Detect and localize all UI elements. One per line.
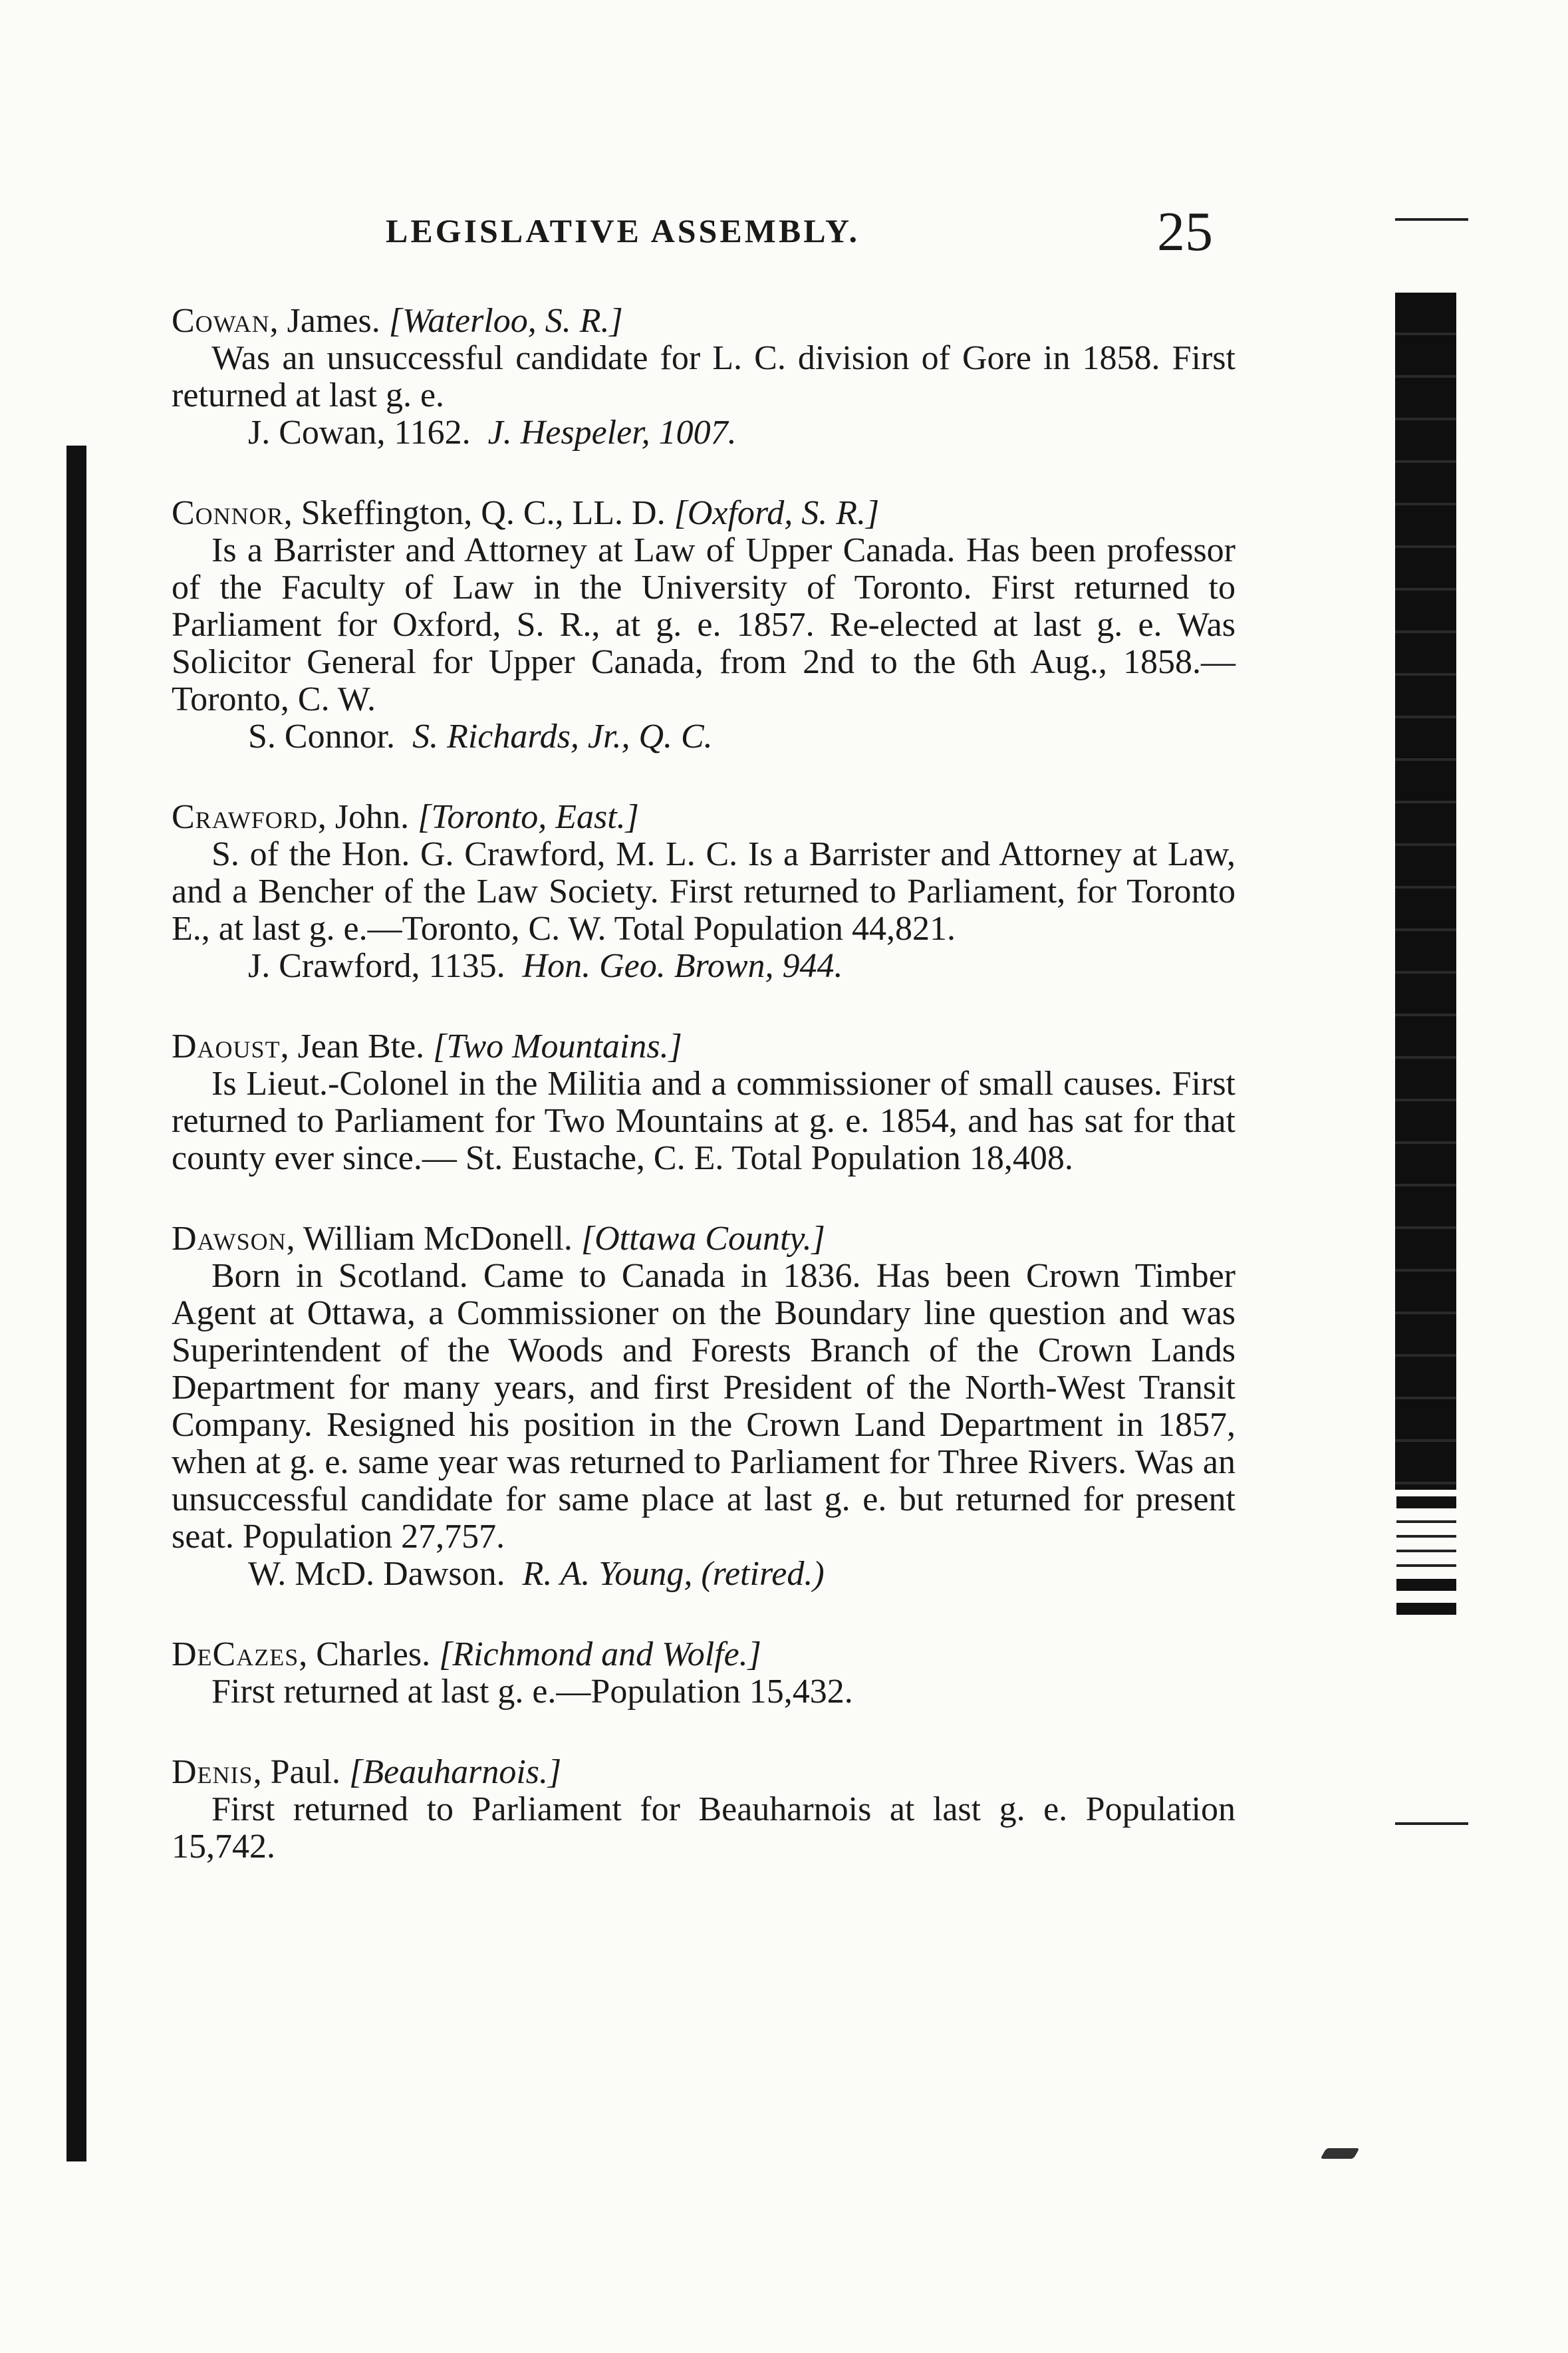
riding: [Beauharnois.] xyxy=(349,1753,562,1791)
winning-candidate: W. McD. Dawson. xyxy=(248,1555,505,1593)
member-biography: Born in Scotland. Came to Canada in 1836. Has been Crown Timber Agent at Ottawa, a Commissioner on the Boundary line question and was Superintendent of the Woods and Forests Branch of the Crown Lands Department for many years, and first President of the North-West Transit Company. Resigned his position in the Crown Land Department in 1857, when at g. e. same year was returned to Parliament for Three Rivers. Was an unsuccessful candidate for same place at last g. e. but returned for present seat. Population 27,757. xyxy=(172,1257,1236,1556)
page-body xyxy=(172,303,1236,1909)
riding: [Waterloo, S. R.] xyxy=(388,302,623,340)
member-entry xyxy=(172,303,1236,452)
entry-heading xyxy=(172,1028,1236,1065)
member-surname: DeCazes xyxy=(172,1635,299,1673)
member-surname: Dawson xyxy=(172,1220,287,1258)
riding: [Toronto, East.] xyxy=(418,798,639,836)
member-entry xyxy=(172,1754,1236,1866)
member-surname: Connor xyxy=(172,494,284,532)
member-biography: S. of the Hon. G. Crawford, M. L. C. Is a Barrister and Attorney at Law, and a Bencher of the Law Society. First returned to Parliament, for Toronto E., at last g. e.—Toronto, C. W. Total Population 44,821. xyxy=(172,835,1236,948)
member-surname: Daoust xyxy=(172,1028,281,1065)
member-entry xyxy=(172,799,1236,985)
riding: [Richmond and Wolfe.] xyxy=(439,1635,761,1673)
riding: [Oxford, S. R.] xyxy=(674,494,880,532)
scan-ink-mark xyxy=(1320,2148,1359,2159)
member-given-name: , James. xyxy=(269,302,380,340)
opposing-candidate: Hon. Geo. Brown, 944. xyxy=(522,947,843,985)
member-entry xyxy=(172,495,1236,756)
scan-edge-marks xyxy=(1396,1496,1456,1627)
scan-edge-shadow-right xyxy=(1395,293,1456,1490)
member-biography: First returned at last g. e.—Population 15,432. xyxy=(211,1673,853,1711)
opposing-candidate: R. A. Young, (retired.) xyxy=(522,1555,825,1593)
member-given-name: , Charles. xyxy=(299,1635,431,1673)
member-given-name: , Jean Bte. xyxy=(280,1028,425,1065)
scan-edge-rule xyxy=(1395,1822,1468,1825)
member-biography: Is a Barrister and Attorney at Law of Upper Canada. Has been professor of the Faculty of Law in the University of Toronto. First returned to Parliament for Oxford, S. R., at g. e. 1857. Re-elected at last g. e. Was Solicitor General for Upper Canada, from 2nd to the 6th Aug., 1858.— Toronto, C. W. xyxy=(172,531,1236,718)
running-title: LEGISLATIVE ASSEMBLY. xyxy=(386,212,860,249)
election-result xyxy=(172,718,1236,756)
member-entry xyxy=(172,1636,1236,1711)
scan-edge-shadow-left xyxy=(66,446,86,2161)
scan-edge-rule xyxy=(1395,218,1468,221)
election-result xyxy=(172,414,1236,452)
entry-heading xyxy=(172,1220,1236,1258)
member-entry xyxy=(172,1028,1236,1177)
entry-heading xyxy=(172,1754,1236,1791)
entry-heading xyxy=(172,495,1236,532)
member-given-name: , John. xyxy=(317,798,410,836)
page-number: 25 xyxy=(1157,201,1213,263)
riding: [Two Mountains.] xyxy=(433,1028,682,1065)
winning-candidate: J. Cowan, 1162. xyxy=(248,414,471,452)
riding: [Ottawa County.] xyxy=(581,1220,825,1258)
entry-heading xyxy=(172,1636,1236,1673)
entry-heading xyxy=(172,303,1236,340)
member-given-name: , Skeffington, Q. C., LL. D. xyxy=(283,494,666,532)
member-surname: Crawford xyxy=(172,798,318,836)
member-given-name: , Paul. xyxy=(253,1753,341,1791)
member-surname: Cowan xyxy=(172,302,270,340)
election-result xyxy=(172,1556,1236,1593)
member-biography: First returned to Parliament for Beauharnois at last g. e. Population 15,742. xyxy=(172,1790,1236,1866)
election-result xyxy=(172,948,1236,985)
winning-candidate: S. Connor. xyxy=(248,718,396,756)
member-given-name: , William McDonell. xyxy=(286,1220,573,1258)
member-entry xyxy=(172,1220,1236,1593)
member-biography: Was an unsuccessful candidate for L. C. division of Gore in 1858. First returned at last g. e. xyxy=(172,339,1236,414)
member-surname: Denis xyxy=(172,1753,253,1791)
member-biography: Is Lieut.-Colonel in the Militia and a commissioner of small causes. First returned to Parliament for Two Mountains at g. e. 1854, and has sat for that county ever since.— St. Eustache, C. E. Total Population 18,408. xyxy=(172,1065,1236,1177)
winning-candidate: J. Crawford, 1135. xyxy=(248,947,505,985)
opposing-candidate: J. Hespeler, 1007. xyxy=(487,414,737,452)
entry-heading xyxy=(172,799,1236,836)
opposing-candidate: S. Richards, Jr., Q. C. xyxy=(412,718,713,756)
